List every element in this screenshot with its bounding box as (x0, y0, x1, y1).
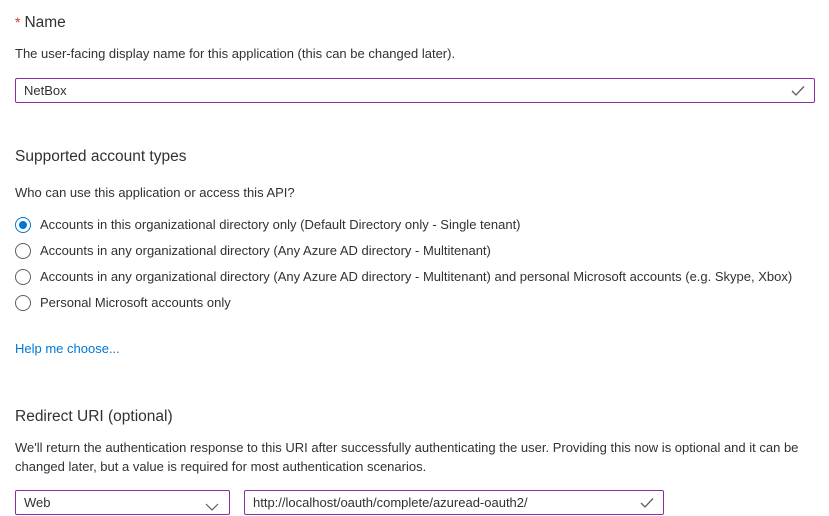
redirect-uri-row (15, 490, 815, 515)
radio-button-icon[interactable] (15, 295, 31, 311)
help-me-choose-link[interactable]: Help me choose... (15, 341, 120, 356)
required-asterisk: * (15, 14, 21, 30)
name-input[interactable] (15, 78, 815, 103)
radio-option-label: Accounts in this organizational directory only (Default Directory only - Single tenant) (40, 217, 521, 232)
radio-option-label: Accounts in any organizational directory (Any Azure AD directory - Multitenant) (40, 243, 491, 258)
account-type-option-1[interactable] (15, 238, 815, 264)
redirect-uri-description: We'll return the authentication response to this URI after successfully authenticating the user. Providing this now is optional and it can be changed later, but a value is required for most authentication scenarios. (15, 440, 799, 474)
redirect-uri-input-wrap (244, 490, 664, 515)
account-type-option-0[interactable] (15, 212, 815, 238)
account-type-radio-group (15, 212, 815, 316)
account-type-option-2[interactable] (15, 264, 815, 290)
platform-select[interactable] (15, 490, 230, 515)
name-title-text: Name (24, 14, 66, 31)
name-section-title (15, 12, 815, 33)
redirect-uri-input[interactable] (244, 490, 664, 515)
radio-button-icon[interactable] (15, 217, 31, 233)
radio-button-icon[interactable] (15, 269, 31, 285)
radio-option-label: Personal Microsoft accounts only (40, 295, 231, 310)
account-types-title: Supported account types (15, 148, 187, 165)
account-type-option-3[interactable] (15, 290, 815, 316)
chevron-down-icon (205, 499, 219, 507)
redirect-uri-title: Redirect URI (optional) (15, 408, 173, 425)
radio-button-icon[interactable] (15, 243, 31, 259)
account-types-question: Who can use this application or access this API? (15, 185, 295, 200)
platform-select-value: Web (24, 495, 51, 510)
name-input-wrap (15, 78, 815, 103)
name-description: The user-facing display name for this application (this can be changed later). (15, 46, 456, 61)
radio-option-label: Accounts in any organizational directory (Any Azure AD directory - Multitenant) and personal Microsoft accounts (e.g. Skype, Xbox) (40, 269, 793, 284)
